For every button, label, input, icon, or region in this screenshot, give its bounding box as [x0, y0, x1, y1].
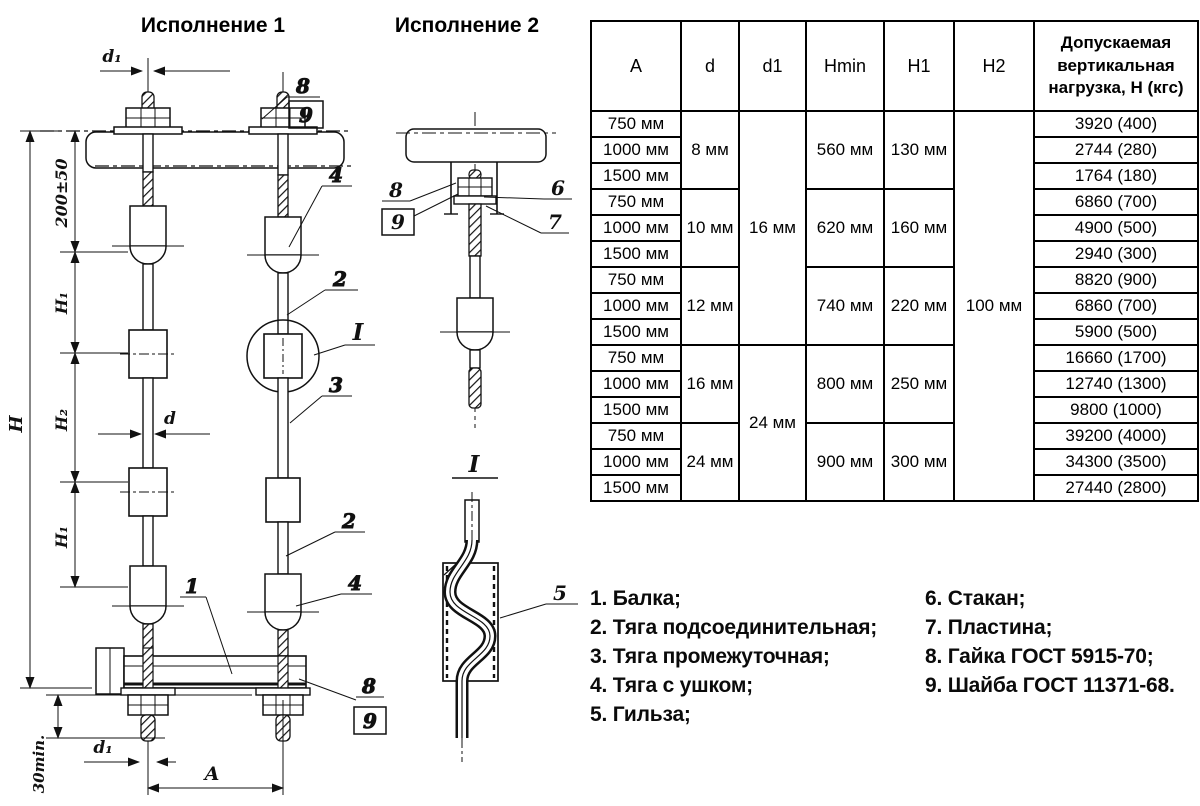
callout-7: 7 [548, 210, 562, 234]
callout-2-lower: 2 [342, 509, 356, 533]
table-cell: 1500 мм [591, 241, 681, 267]
table-cell: 16 мм [739, 111, 806, 345]
dim-label-A: A [204, 763, 220, 785]
execution1-title: Исполнение 1 [140, 14, 286, 37]
callout-5: 5 [553, 581, 567, 605]
table-cell: 250 мм [884, 345, 954, 423]
legend-column-2 [925, 584, 1200, 700]
spec-table [590, 20, 1199, 502]
table-cell: 1500 мм [591, 319, 681, 345]
callout-4-lower: 4 [348, 571, 362, 595]
callout-8-exec2: 8 [389, 178, 403, 202]
callout-3: 3 [329, 373, 343, 397]
dim-label-d: d [164, 409, 176, 429]
table-cell: 16660 (1700) [1034, 345, 1198, 371]
table-cell: 12740 (1300) [1034, 371, 1198, 397]
legend-item-1: 1. Балка; [590, 587, 681, 610]
table-cell: 2744 (280) [1034, 137, 1198, 163]
table-cell: 1000 мм [591, 371, 681, 397]
table-cell: 3920 (400) [1034, 111, 1198, 137]
column-header: A [591, 21, 681, 111]
dim-label-H2: H₂ [52, 408, 71, 432]
table-cell: 130 мм [884, 111, 954, 189]
table-row [591, 267, 1198, 293]
table-cell: 1500 мм [591, 475, 681, 501]
table-cell: 10 мм [681, 189, 739, 267]
table-cell: 750 мм [591, 111, 681, 137]
table-cell: 12 мм [681, 267, 739, 345]
column-header: H1 [884, 21, 954, 111]
detail-view-I-label: I [468, 451, 480, 478]
callout-9-top: 9 [299, 103, 313, 127]
table-cell: 24 мм [681, 423, 739, 501]
detail-mark-I: I [352, 319, 364, 346]
table-cell: 750 мм [591, 189, 681, 215]
dim-label-d1-top: d₁ [102, 47, 122, 67]
detail-I-view [443, 451, 578, 762]
table-cell: 100 мм [954, 111, 1034, 501]
table-cell: 1500 мм [591, 397, 681, 423]
table-cell: 1000 мм [591, 215, 681, 241]
execution2-view [382, 112, 572, 428]
legend-column-1 [590, 584, 920, 729]
dim-label-200-50: 200±50 [52, 158, 71, 228]
table-cell: 1000 мм [591, 293, 681, 319]
table-cell: 34300 (3500) [1034, 449, 1198, 475]
legend-item-8: 8. Гайка ГОСТ 5915-70; [925, 645, 1154, 668]
callout-1: 1 [185, 574, 199, 598]
table-cell: 1764 (180) [1034, 163, 1198, 189]
legend-item-3: 3. Тяга промежуточная; [590, 645, 830, 668]
table-cell: 620 мм [806, 189, 884, 267]
table-row [591, 345, 1198, 371]
dim-label-30min: 30min. [30, 734, 48, 794]
table-cell: 300 мм [884, 423, 954, 501]
callout-9-bottom: 9 [363, 709, 377, 733]
callout-8-bottom: 8 [362, 674, 376, 698]
table-cell: 740 мм [806, 267, 884, 345]
column-header: Допускаемая вертикальная нагрузка, Н (кгс) [1034, 21, 1198, 111]
column-header: Hmin [806, 21, 884, 111]
table-cell: 39200 (4000) [1034, 423, 1198, 449]
legend-item-7: 7. Пластина; [925, 616, 1053, 639]
callout-6: 6 [551, 176, 565, 200]
legend-item-4: 4. Тяга с ушком; [590, 674, 753, 697]
column-header: d1 [739, 21, 806, 111]
execution1-view [6, 47, 386, 795]
table-cell: 750 мм [591, 345, 681, 371]
table-row [591, 423, 1198, 449]
table-cell: 750 мм [591, 423, 681, 449]
table-cell: 6860 (700) [1034, 189, 1198, 215]
table-cell: 24 мм [739, 345, 806, 501]
table-cell: 1000 мм [591, 137, 681, 163]
callout-2-upper: 2 [333, 267, 347, 291]
callout-4-upper: 4 [329, 163, 343, 187]
bottom-beam [96, 648, 310, 760]
hanger-drawing [0, 0, 590, 806]
execution2-title: Исполнение 2 [394, 14, 540, 37]
table-cell: 6860 (700) [1034, 293, 1198, 319]
dim-label-H1-upper: H₁ [52, 291, 71, 315]
table-cell: 800 мм [806, 345, 884, 423]
dim-label-H: H [6, 415, 27, 433]
table-cell: 900 мм [806, 423, 884, 501]
dim-label-H1-lower: H₁ [52, 525, 71, 549]
table-row [591, 111, 1198, 137]
table-cell: 27440 (2800) [1034, 475, 1198, 501]
table-cell: 1000 мм [591, 449, 681, 475]
legend-item-5: 5. Гильза; [590, 703, 691, 726]
column-header: H2 [954, 21, 1034, 111]
column-header: d [681, 21, 739, 111]
legend-item-9: 9. Шайба ГОСТ 11371-68. [925, 674, 1175, 697]
table-cell: 160 мм [884, 189, 954, 267]
table-cell: 1500 мм [591, 163, 681, 189]
callout-8-top: 8 [296, 74, 310, 98]
table-cell: 8 мм [681, 111, 739, 189]
table-cell: 220 мм [884, 267, 954, 345]
table-cell: 2940 (300) [1034, 241, 1198, 267]
dim-label-d1-bottom: d₁ [93, 738, 113, 758]
table-cell: 560 мм [806, 111, 884, 189]
table-row [591, 189, 1198, 215]
table-cell: 9800 (1000) [1034, 397, 1198, 423]
table-cell: 750 мм [591, 267, 681, 293]
table-cell: 16 мм [681, 345, 739, 423]
legend-item-2: 2. Тяга подсоединительная; [590, 616, 878, 639]
legend-item-6: 6. Стакан; [925, 587, 1026, 610]
table-cell: 8820 (900) [1034, 267, 1198, 293]
callout-9-exec2: 9 [391, 210, 405, 234]
table-cell: 5900 (500) [1034, 319, 1198, 345]
table-cell: 4900 (500) [1034, 215, 1198, 241]
